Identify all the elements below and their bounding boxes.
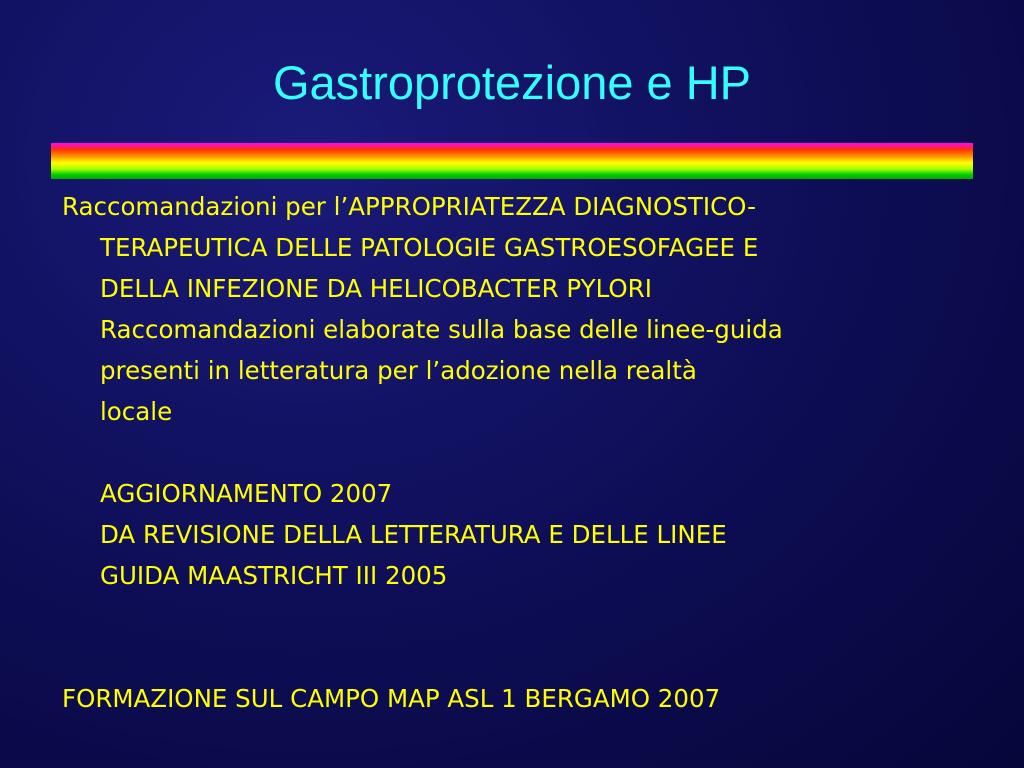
spacer — [62, 596, 972, 678]
recommendations-paragraph — [62, 186, 972, 432]
paragraph-line: DELLA INFEZIONE DA HELICOBACTER PYLORI — [100, 274, 652, 303]
paragraph-line: TERAPEUTICA DELLE PATOLOGIE GASTROESOFAGEE E — [100, 233, 759, 262]
update-line: AGGIORNAMENTO 2007 — [100, 479, 393, 508]
slide-title: Gastroprotezione e HP — [272, 56, 752, 109]
slide-body — [62, 186, 972, 719]
update-line: GUIDA MAASTRICHT III 2005 — [100, 561, 448, 590]
paragraph-line: Raccomandazioni elaborate sulla base delle linee-guida — [100, 315, 783, 344]
paragraph-line: locale — [100, 397, 173, 426]
paragraph-line: Raccomandazioni per l’APPROPRIATEZZA DIAGNOSTICO- — [62, 192, 756, 221]
rainbow-divider-bar — [51, 143, 973, 179]
update-line: DA REVISIONE DELLA LETTERATURA E DELLE LINEE — [100, 520, 727, 549]
footer-text: FORMAZIONE SUL CAMPO MAP ASL 1 BERGAMO 2007 — [62, 684, 721, 713]
update-block — [62, 473, 972, 596]
paragraph-line: presenti in letteratura per l’adozione nella realtà — [100, 356, 697, 385]
spacer — [62, 432, 972, 473]
